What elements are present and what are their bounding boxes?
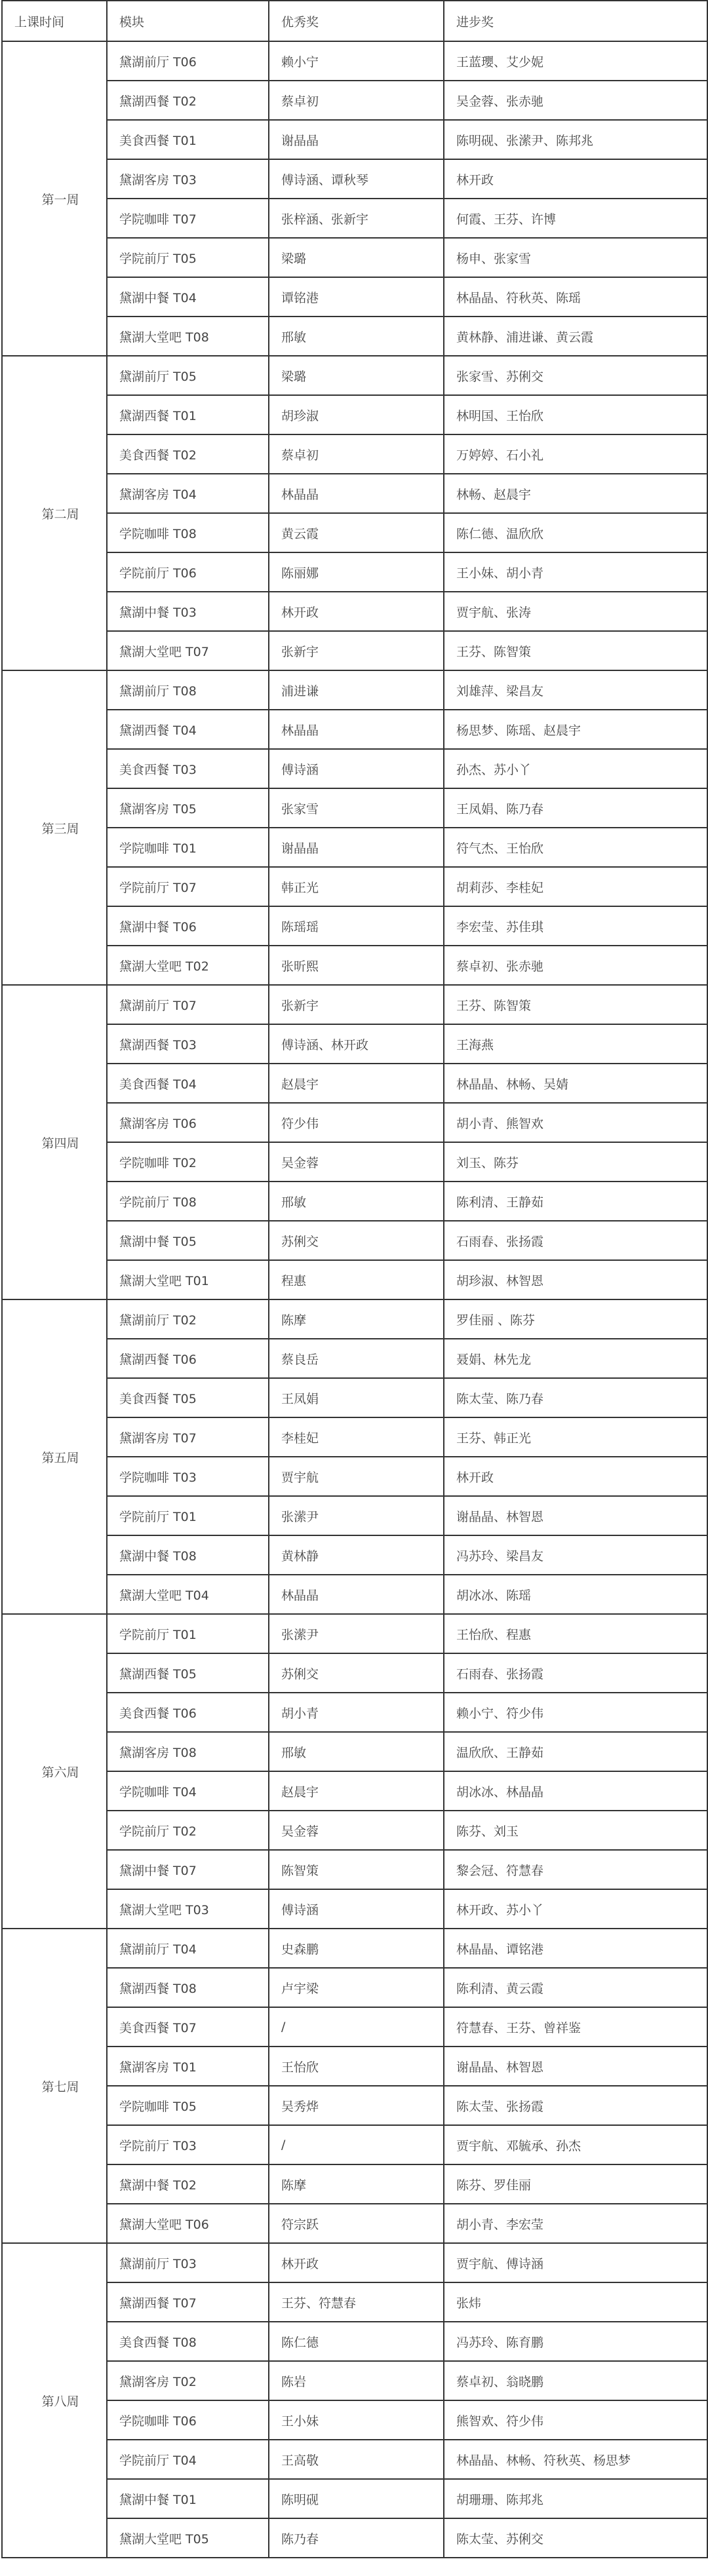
module-cell: 黛湖西餐 T02: [107, 81, 269, 120]
progress-award-cell: 谢晶晶、林智恩: [444, 1496, 707, 1535]
progress-award-cell: 陈明砚、张潆尹、陈邦兆: [444, 120, 707, 159]
module-cell: 学院前厅 T01: [107, 1614, 269, 1653]
table-row: [2, 2164, 707, 2204]
excellence-award-cell: 邢敏: [269, 1182, 444, 1221]
excellence-award-cell: 史森鹏: [269, 1929, 444, 1968]
excellence-award-cell: 符少伟: [269, 1103, 444, 1142]
module-cell: 黛湖前厅 T05: [107, 356, 269, 395]
table-row: [2, 2204, 707, 2243]
excellence-award-cell: 赵晨宇: [269, 1064, 444, 1103]
module-cell: 学院前厅 T03: [107, 2125, 269, 2164]
excellence-award-cell: 李桂妃: [269, 1417, 444, 1457]
module-cell: 学院咖啡 T06: [107, 2400, 269, 2440]
excellence-award-cell: 张新宇: [269, 631, 444, 670]
progress-award-cell: 刘玉、陈芬: [444, 1142, 707, 1182]
module-cell: 黛湖客房 T06: [107, 1103, 269, 1142]
module-cell: 美食西餐 T05: [107, 1378, 269, 1417]
header-progress-award: 进步奖: [444, 1, 707, 41]
excellence-award-cell: 蔡卓初: [269, 434, 444, 474]
progress-award-cell: 王蓝瓔、艾少妮: [444, 41, 707, 81]
table-row: [2, 1221, 707, 1260]
progress-award-cell: 刘雄萍、梁昌友: [444, 670, 707, 710]
progress-award-cell: 胡莉莎、李桂妃: [444, 867, 707, 906]
table-row: [2, 1142, 707, 1182]
table-row: [2, 1378, 707, 1417]
table-row: [2, 749, 707, 788]
progress-award-cell: 胡冰冰、林晶晶: [444, 1771, 707, 1811]
table-row: [2, 710, 707, 749]
award-table-body: [2, 1, 707, 2558]
table-row: [2, 356, 707, 395]
excellence-award-cell: /: [269, 2007, 444, 2047]
table-row: [2, 1889, 707, 1929]
progress-award-cell: 王凤娟、陈乃春: [444, 788, 707, 828]
excellence-award-cell: 黄云霞: [269, 513, 444, 552]
table-row: [2, 1693, 707, 1732]
module-cell: 黛湖客房 T02: [107, 2361, 269, 2400]
progress-award-cell: 林明国、王怡欣: [444, 395, 707, 434]
table-row: [2, 1299, 707, 1339]
progress-award-cell: 杨思梦、陈瑶、赵晨宇: [444, 710, 707, 749]
week-label: 第五周: [2, 1299, 107, 1614]
excellence-award-cell: 谭铭港: [269, 277, 444, 317]
table-row: [2, 592, 707, 631]
module-cell: 美食西餐 T08: [107, 2322, 269, 2361]
progress-award-cell: 林晶晶、符秋英、陈瑶: [444, 277, 707, 317]
module-cell: 黛湖中餐 T03: [107, 592, 269, 631]
excellence-award-cell: 林晶晶: [269, 710, 444, 749]
progress-award-cell: 符慧春、王芬、曾祥鉴: [444, 2007, 707, 2047]
module-cell: 黛湖客房 T04: [107, 474, 269, 513]
table-row: [2, 1968, 707, 2007]
excellence-award-cell: 林晶晶: [269, 1575, 444, 1614]
excellence-award-cell: 梁璐: [269, 238, 444, 277]
table-row: [2, 906, 707, 946]
excellence-award-cell: 邢敏: [269, 317, 444, 356]
table-row: [2, 2086, 707, 2125]
progress-award-cell: 聂娟、林先龙: [444, 1339, 707, 1378]
table-row: [2, 2282, 707, 2322]
excellence-award-cell: 王芬、符慧春: [269, 2282, 444, 2322]
table-row: [2, 867, 707, 906]
module-cell: 黛湖客房 T07: [107, 1417, 269, 1457]
excellence-award-cell: 林开政: [269, 592, 444, 631]
module-cell: 学院咖啡 T01: [107, 828, 269, 867]
table-row: [2, 2361, 707, 2400]
progress-award-cell: 符气杰、王怡欣: [444, 828, 707, 867]
module-cell: 黛湖前厅 T07: [107, 985, 269, 1024]
module-cell: 美食西餐 T03: [107, 749, 269, 788]
table-row: [2, 670, 707, 710]
table-row: [2, 946, 707, 985]
progress-award-cell: 谢晶晶、林智恩: [444, 2047, 707, 2086]
week-label: 第三周: [2, 670, 107, 985]
table-row: [2, 1457, 707, 1496]
table-row: [2, 1339, 707, 1378]
excellence-award-cell: 傅诗涵: [269, 749, 444, 788]
table-row: [2, 1732, 707, 1771]
module-cell: 黛湖大堂吧 T01: [107, 1260, 269, 1299]
excellence-award-cell: 黄林静: [269, 1535, 444, 1575]
excellence-award-cell: 韩正光: [269, 867, 444, 906]
module-cell: 黛湖前厅 T06: [107, 41, 269, 81]
table-row: [2, 1064, 707, 1103]
table-row: [2, 1024, 707, 1064]
module-cell: 黛湖大堂吧 T03: [107, 1889, 269, 1929]
progress-award-cell: 万婷婷、石小礼: [444, 434, 707, 474]
table-row: [2, 2322, 707, 2361]
week-label: 第一周: [2, 41, 107, 356]
module-cell: 黛湖大堂吧 T05: [107, 2518, 269, 2558]
module-cell: 美食西餐 T01: [107, 120, 269, 159]
progress-award-cell: 林开政: [444, 159, 707, 199]
progress-award-cell: 王海燕: [444, 1024, 707, 1064]
excellence-award-cell: 卢宇梁: [269, 1968, 444, 2007]
progress-award-cell: 黎会冠、符慧春: [444, 1850, 707, 1889]
excellence-award-cell: 林开政: [269, 2243, 444, 2282]
progress-award-cell: 胡小青、熊智欢: [444, 1103, 707, 1142]
progress-award-cell: 林晶晶、林畅、吴婧: [444, 1064, 707, 1103]
excellence-award-cell: 陈岩: [269, 2361, 444, 2400]
module-cell: 学院前厅 T07: [107, 867, 269, 906]
week-label: 第八周: [2, 2243, 107, 2558]
table-row: [2, 1850, 707, 1889]
module-cell: 黛湖前厅 T08: [107, 670, 269, 710]
table-row: [2, 1103, 707, 1142]
module-cell: 黛湖中餐 T08: [107, 1535, 269, 1575]
excellence-award-cell: 苏俐交: [269, 1221, 444, 1260]
module-cell: 学院咖啡 T08: [107, 513, 269, 552]
progress-award-cell: 孙杰、苏小丫: [444, 749, 707, 788]
progress-award-cell: 王怡欣、程惠: [444, 1614, 707, 1653]
table-row: [2, 828, 707, 867]
excellence-award-cell: 陈摩: [269, 1299, 444, 1339]
excellence-award-cell: 张昕熙: [269, 946, 444, 985]
excellence-award-cell: 陈明砚: [269, 2479, 444, 2518]
week-label: 第二周: [2, 356, 107, 670]
module-cell: 美食西餐 T07: [107, 2007, 269, 2047]
module-cell: 黛湖西餐 T04: [107, 710, 269, 749]
table-row: [2, 985, 707, 1024]
module-cell: 黛湖西餐 T08: [107, 1968, 269, 2007]
table-row: [2, 788, 707, 828]
table-row: [2, 1614, 707, 1653]
progress-award-cell: 王芬、陈智策: [444, 631, 707, 670]
module-cell: 学院咖啡 T04: [107, 1771, 269, 1811]
excellence-award-cell: 谢晶晶: [269, 828, 444, 867]
table-row: [2, 1417, 707, 1457]
progress-award-cell: 陈利清、王静茹: [444, 1182, 707, 1221]
module-cell: 黛湖客房 T01: [107, 2047, 269, 2086]
progress-award-cell: 蔡卓初、张赤驰: [444, 946, 707, 985]
excellence-award-cell: 邢敏: [269, 1732, 444, 1771]
module-cell: 黛湖中餐 T07: [107, 1850, 269, 1889]
module-cell: 黛湖大堂吧 T08: [107, 317, 269, 356]
table-row: [2, 2007, 707, 2047]
excellence-award-cell: 王怡欣: [269, 2047, 444, 2086]
excellence-award-cell: 贾宇航: [269, 1457, 444, 1496]
progress-award-cell: 王芬、韩正光: [444, 1417, 707, 1457]
header-excellence-award: 优秀奖: [269, 1, 444, 41]
table-row: [2, 2243, 707, 2282]
progress-award-cell: 胡小青、李宏莹: [444, 2204, 707, 2243]
table-row: [2, 474, 707, 513]
table-row: [2, 552, 707, 592]
table-row: [2, 1811, 707, 1850]
module-cell: 黛湖客房 T05: [107, 788, 269, 828]
excellence-award-cell: 胡小青: [269, 1693, 444, 1732]
progress-award-cell: 陈太莹、张扬霞: [444, 2086, 707, 2125]
progress-award-cell: 冯苏玲、陈育鹏: [444, 2322, 707, 2361]
excellence-award-cell: 蔡良岳: [269, 1339, 444, 1378]
table-row: [2, 1535, 707, 1575]
week-label: 第七周: [2, 1929, 107, 2243]
table-row: [2, 2125, 707, 2164]
excellence-award-cell: 王凤娟: [269, 1378, 444, 1417]
table-row: [2, 1771, 707, 1811]
module-cell: 美食西餐 T04: [107, 1064, 269, 1103]
table-row: [2, 1260, 707, 1299]
progress-award-cell: 何霞、王芬、许博: [444, 199, 707, 238]
progress-award-cell: 胡冰冰、陈瑶: [444, 1575, 707, 1614]
progress-award-cell: 张炜: [444, 2282, 707, 2322]
table-row: [2, 199, 707, 238]
module-cell: 黛湖西餐 T07: [107, 2282, 269, 2322]
excellence-award-cell: 吴金蓉: [269, 1811, 444, 1850]
progress-award-cell: 王芬、陈智策: [444, 985, 707, 1024]
module-cell: 美食西餐 T06: [107, 1693, 269, 1732]
progress-award-cell: 冯苏玲、梁昌友: [444, 1535, 707, 1575]
excellence-award-cell: 梁璐: [269, 356, 444, 395]
progress-award-cell: 李宏莹、苏佳琪: [444, 906, 707, 946]
module-cell: 黛湖前厅 T02: [107, 1299, 269, 1339]
table-row: [2, 120, 707, 159]
excellence-award-cell: 林晶晶: [269, 474, 444, 513]
progress-award-cell: 陈芬、刘玉: [444, 1811, 707, 1850]
progress-award-cell: 陈太莹、陈乃春: [444, 1378, 707, 1417]
table-row: [2, 513, 707, 552]
module-cell: 黛湖大堂吧 T02: [107, 946, 269, 985]
header-row: [2, 1, 707, 41]
module-cell: 黛湖前厅 T04: [107, 1929, 269, 1968]
excellence-award-cell: /: [269, 2125, 444, 2164]
progress-award-cell: 赖小宁、符少伟: [444, 1693, 707, 1732]
excellence-award-cell: 陈智策: [269, 1850, 444, 1889]
module-cell: 学院咖啡 T05: [107, 2086, 269, 2125]
table-row: [2, 317, 707, 356]
module-cell: 黛湖大堂吧 T06: [107, 2204, 269, 2243]
progress-award-cell: 黄林静、浦进谦、黄云霞: [444, 317, 707, 356]
excellence-award-cell: 陈乃春: [269, 2518, 444, 2558]
table-row: [2, 2440, 707, 2479]
excellence-award-cell: 张潆尹: [269, 1614, 444, 1653]
module-cell: 学院前厅 T06: [107, 552, 269, 592]
module-cell: 黛湖中餐 T01: [107, 2479, 269, 2518]
module-cell: 黛湖大堂吧 T07: [107, 631, 269, 670]
table-row: [2, 159, 707, 199]
table-row: [2, 1182, 707, 1221]
excellence-award-cell: 程惠: [269, 1260, 444, 1299]
header-class-time: 上课时间: [2, 1, 107, 41]
module-cell: 黛湖西餐 T03: [107, 1024, 269, 1064]
excellence-award-cell: 张潆尹: [269, 1496, 444, 1535]
module-cell: 美食西餐 T02: [107, 434, 269, 474]
progress-award-cell: 胡珍淑、林智恩: [444, 1260, 707, 1299]
table-row: [2, 2518, 707, 2558]
progress-award-cell: 张家雪、苏俐交: [444, 356, 707, 395]
excellence-award-cell: 浦进谦: [269, 670, 444, 710]
table-row: [2, 1929, 707, 1968]
module-cell: 黛湖中餐 T05: [107, 1221, 269, 1260]
module-cell: 黛湖西餐 T05: [107, 1653, 269, 1693]
module-cell: 学院前厅 T05: [107, 238, 269, 277]
module-cell: 黛湖客房 T08: [107, 1732, 269, 1771]
module-cell: 学院咖啡 T07: [107, 199, 269, 238]
excellence-award-cell: 张家雪: [269, 788, 444, 828]
module-cell: 学院前厅 T04: [107, 2440, 269, 2479]
module-cell: 学院咖啡 T03: [107, 1457, 269, 1496]
progress-award-cell: 陈芬、罗佳丽: [444, 2164, 707, 2204]
excellence-award-cell: 赖小宁: [269, 41, 444, 81]
module-cell: 黛湖中餐 T04: [107, 277, 269, 317]
module-cell: 学院咖啡 T02: [107, 1142, 269, 1182]
header-module: 模块: [107, 1, 269, 41]
excellence-award-cell: 傅诗涵、林开政: [269, 1024, 444, 1064]
module-cell: 黛湖中餐 T02: [107, 2164, 269, 2204]
excellence-award-cell: 傅诗涵: [269, 1889, 444, 1929]
progress-award-cell: 石雨春、张扬霞: [444, 1653, 707, 1693]
excellence-award-cell: 张新宇: [269, 985, 444, 1024]
progress-award-cell: 石雨春、张扬霞: [444, 1221, 707, 1260]
award-table: [1, 0, 708, 2558]
table-row: [2, 2400, 707, 2440]
module-cell: 黛湖大堂吧 T04: [107, 1575, 269, 1614]
table-row: [2, 1653, 707, 1693]
progress-award-cell: 林开政、苏小丫: [444, 1889, 707, 1929]
progress-award-cell: 贾宇航、邓毓承、孙杰: [444, 2125, 707, 2164]
progress-award-cell: 林开政: [444, 1457, 707, 1496]
table-row: [2, 2479, 707, 2518]
progress-award-cell: 林晶晶、林畅、符秋英、杨思梦: [444, 2440, 707, 2479]
progress-award-cell: 陈太莹、苏俐交: [444, 2518, 707, 2558]
module-cell: 学院前厅 T01: [107, 1496, 269, 1535]
table-row: [2, 631, 707, 670]
progress-award-cell: 吴金蓉、张赤驰: [444, 81, 707, 120]
week-label: 第六周: [2, 1614, 107, 1929]
module-cell: 黛湖中餐 T06: [107, 906, 269, 946]
excellence-award-cell: 傅诗涵、谭秋琴: [269, 159, 444, 199]
table-row: [2, 434, 707, 474]
table-row: [2, 2047, 707, 2086]
module-cell: 黛湖西餐 T06: [107, 1339, 269, 1378]
table-row: [2, 1575, 707, 1614]
progress-award-cell: 杨申、张家雪: [444, 238, 707, 277]
table-row: [2, 277, 707, 317]
excellence-award-cell: 陈丽娜: [269, 552, 444, 592]
excellence-award-cell: 符宗跃: [269, 2204, 444, 2243]
progress-award-cell: 胡珊珊、陈邦兆: [444, 2479, 707, 2518]
table-row: [2, 81, 707, 120]
progress-award-cell: 贾宇航、傅诗涵: [444, 2243, 707, 2282]
excellence-award-cell: 吴金蓉: [269, 1142, 444, 1182]
progress-award-cell: 陈利清、黄云霞: [444, 1968, 707, 2007]
week-label: 第四周: [2, 985, 107, 1299]
table-row: [2, 238, 707, 277]
excellence-award-cell: 张梓涵、张新宇: [269, 199, 444, 238]
table-row: [2, 41, 707, 81]
excellence-award-cell: 王高敬: [269, 2440, 444, 2479]
module-cell: 黛湖前厅 T03: [107, 2243, 269, 2282]
progress-award-cell: 林畅、赵晨宇: [444, 474, 707, 513]
excellence-award-cell: 陈仁德: [269, 2322, 444, 2361]
excellence-award-cell: 蔡卓初: [269, 81, 444, 120]
excellence-award-cell: 王小妹: [269, 2400, 444, 2440]
progress-award-cell: 罗佳丽 、陈芬: [444, 1299, 707, 1339]
table-row: [2, 1496, 707, 1535]
excellence-award-cell: 陈摩: [269, 2164, 444, 2204]
excellence-award-cell: 胡珍淑: [269, 395, 444, 434]
progress-award-cell: 王小妹、胡小青: [444, 552, 707, 592]
progress-award-cell: 贾宇航、张涛: [444, 592, 707, 631]
module-cell: 黛湖西餐 T01: [107, 395, 269, 434]
module-cell: 学院前厅 T08: [107, 1182, 269, 1221]
table-row: [2, 395, 707, 434]
excellence-award-cell: 谢晶晶: [269, 120, 444, 159]
progress-award-cell: 熊智欢、符少伟: [444, 2400, 707, 2440]
progress-award-cell: 林晶晶、谭铭港: [444, 1929, 707, 1968]
module-cell: 学院前厅 T02: [107, 1811, 269, 1850]
excellence-award-cell: 吴秀烨: [269, 2086, 444, 2125]
progress-award-cell: 温欣欣、王静茹: [444, 1732, 707, 1771]
module-cell: 黛湖客房 T03: [107, 159, 269, 199]
excellence-award-cell: 苏俐交: [269, 1653, 444, 1693]
excellence-award-cell: 赵晨宇: [269, 1771, 444, 1811]
progress-award-cell: 蔡卓初、翁晓鹏: [444, 2361, 707, 2400]
progress-award-cell: 陈仁德、温欣欣: [444, 513, 707, 552]
excellence-award-cell: 陈瑶瑶: [269, 906, 444, 946]
